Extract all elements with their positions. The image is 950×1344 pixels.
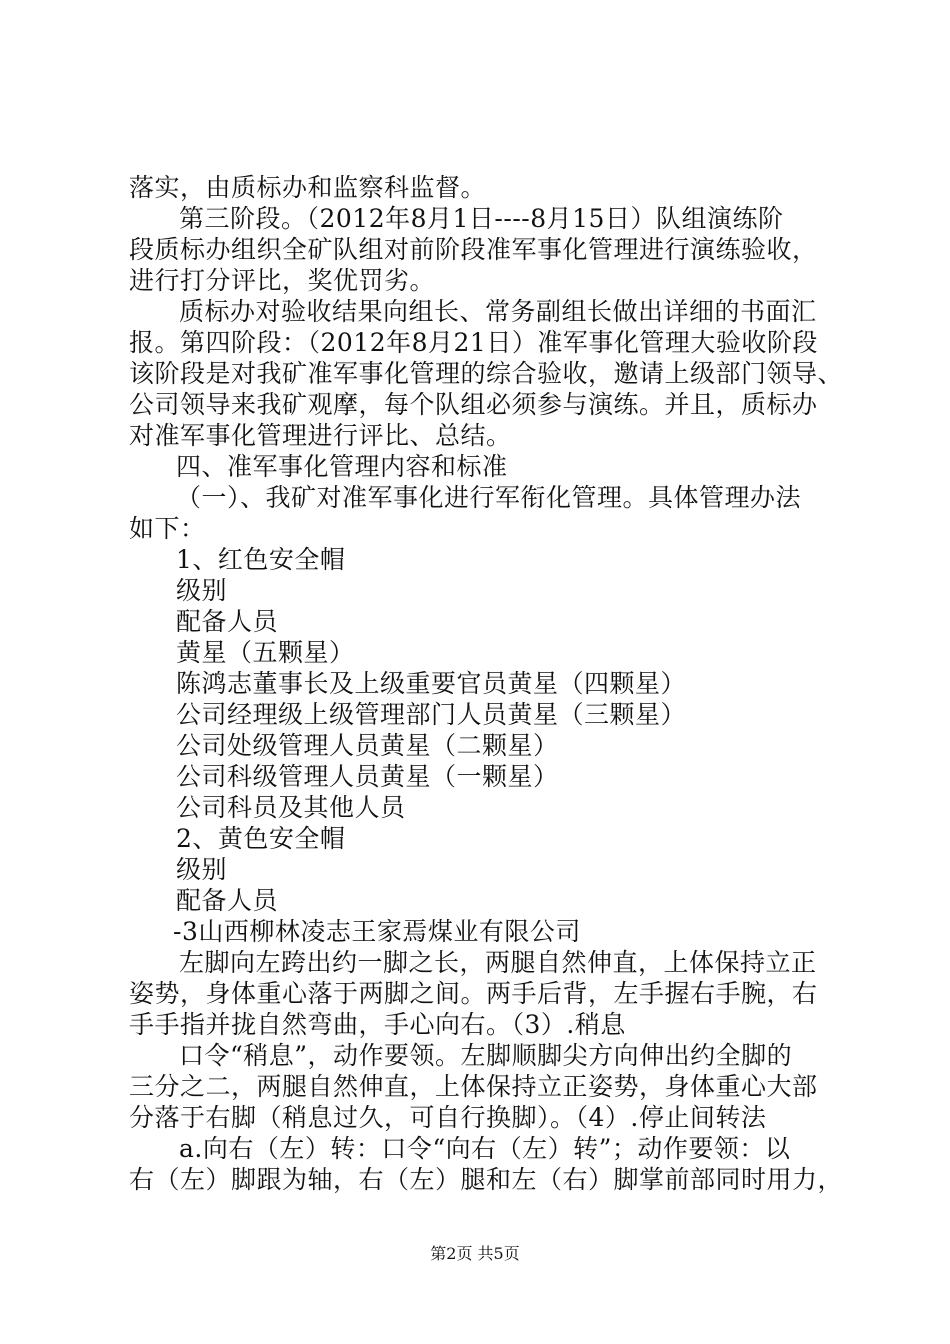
text-line: 口令“稍息”，动作要领。左脚顺脚尖方向伸出约全脚的 [179,1041,793,1070]
section-heading: 四、准军事化管理内容和标准 [176,452,508,481]
text-line: 段质标办组织全矿队组对前阶段准军事化管理进行演练验收， [129,235,818,264]
text-line: 右（左）脚跟为轴，右（左）腿和左（右）脚掌前部同时用力， [129,1165,844,1194]
text-line: 级别 [176,576,228,605]
text-line: a.向右（左）转：口令“向右（左）转”；动作要领：以 [179,1134,791,1163]
text-line: 公司科级管理人员黄星（一颗星） [176,762,559,791]
text-line: 该阶段是对我矿准军事化管理的综合验收，邀请上级部门领导、 [129,359,844,388]
text-line: -3山西柳林凌志王家焉煤业有限公司 [173,917,581,946]
text-line: 手手指并拢自然弯曲，手心向右。（3）.稍息 [129,1010,626,1039]
text-line: 第三阶段。（2012年8月1日----8月15日）队组演练阶 [179,204,784,233]
list-heading: 1、红色安全帽 [176,545,346,574]
text-line: 分落于右脚（稍息过久，可自行换脚）。（4）.停止间转法 [129,1103,767,1132]
text-line: 公司经理级上级管理部门人员黄星（三颗星） [176,700,687,729]
document-body [129,172,844,1195]
page-footer: 第2页 共5页 [430,1244,520,1263]
text-line: 姿势，身体重心落于两脚之间。两手后背，左手握右手腕，右 [129,979,818,1008]
text-line: 公司处级管理人员黄星（二颗星） [176,731,559,760]
text-line: 如下： [129,514,206,543]
text-line: 陈鸿志董事长及上级重要官员黄星（四颗星） [176,669,687,698]
text-line: 落实，由质标办和监察科监督。 [129,173,487,202]
text-line: 进行打分评比，奖优罚劣。 [129,266,436,295]
text-line: 配备人员 [176,886,279,915]
text-line: 黄星（五颗星） [176,638,355,667]
list-heading: 2、黄色安全帽 [176,824,346,853]
text-line: 对准军事化管理进行评比、总结。 [129,421,512,450]
text-line: 报。第四阶段：（2012年8月21日）准军事化管理大验收阶段 [129,328,818,357]
text-line: 配备人员 [176,607,279,636]
text-line: 公司领导来我矿观摩，每个队组必须参与演练。并且，质标办 [129,390,818,419]
text-line: 公司科员及其他人员 [176,793,406,822]
text-line: 质标办对验收结果向组长、常务副组长做出详细的书面汇 [179,297,817,326]
text-line: （一）、我矿对准军事化进行军衔化管理。具体管理办法 [176,483,802,512]
text-line: 三分之二，两腿自然伸直，上体保持立正姿势，身体重心大部 [129,1072,818,1101]
text-line: 左脚向左跨出约一脚之长，两腿自然伸直，上体保持立正 [179,948,817,977]
text-line: 级别 [176,855,228,884]
